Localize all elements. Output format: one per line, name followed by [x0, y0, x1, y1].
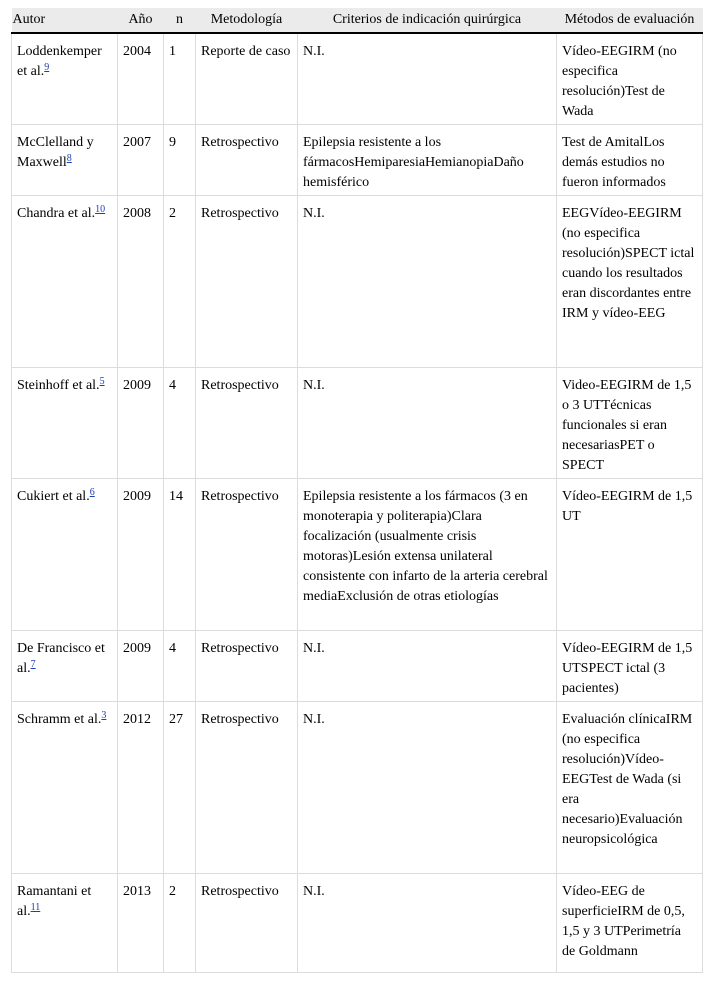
- cell-criterios: N.I.: [298, 33, 557, 125]
- cell-metodos: Evaluación clínicaIRM (no especifica resolución)Vídeo-EEGTest de Wada (si era necesario)Evaluación neuropsicológica: [557, 702, 703, 874]
- cell-n: 4: [164, 368, 196, 479]
- cell-autor: [12, 196, 118, 368]
- author-name: Schramm et al.: [17, 712, 102, 727]
- cell-n: 9: [164, 125, 196, 196]
- header-criterios: Criterios de indicación quirúrgica: [298, 8, 557, 33]
- cell-autor: [12, 702, 118, 874]
- table-row: [12, 702, 703, 874]
- table-row: [12, 196, 703, 368]
- reference-link[interactable]: 9: [44, 62, 50, 73]
- cell-anio: 2007: [118, 125, 164, 196]
- reference-link[interactable]: 11: [30, 902, 41, 913]
- author-name: De Francisco et al.: [17, 641, 105, 676]
- cell-autor: [12, 368, 118, 479]
- table-header: [12, 8, 703, 33]
- header-metodologia: Metodología: [196, 8, 298, 33]
- table-row: [12, 631, 703, 702]
- header-n: n: [164, 8, 196, 33]
- cell-metodologia: Retrospectivo: [196, 874, 298, 973]
- cell-criterios: N.I.: [298, 702, 557, 874]
- header-metodos: Métodos de evaluación: [557, 8, 703, 33]
- cell-metodologia: Retrospectivo: [196, 368, 298, 479]
- cell-metodos: EEGVídeo-EEGIRM (no especifica resolución)SPECT ictal cuando los resultados eran discordantes entre IRM y vídeo-EEG: [557, 196, 703, 368]
- cell-anio: 2013: [118, 874, 164, 973]
- cell-autor: [12, 874, 118, 973]
- header-anio: Año: [118, 8, 164, 33]
- reference-link[interactable]: 3: [101, 710, 107, 721]
- cell-metodos: Vídeo-EEG de superficieIRM de 0,5, 1,5 y 3 UTPerimetría de Goldmann: [557, 874, 703, 973]
- cell-metodos: Vídeo-EEGIRM (no especifica resolución)Test de Wada: [557, 33, 703, 125]
- cell-n: 1: [164, 33, 196, 125]
- header-row: [12, 8, 703, 33]
- cell-n: 27: [164, 702, 196, 874]
- cell-autor: [12, 631, 118, 702]
- cell-anio: 2009: [118, 368, 164, 479]
- header-autor: Autor: [12, 8, 118, 33]
- author-name: Cukiert et al.: [17, 489, 90, 504]
- table-row: [12, 125, 703, 196]
- table-row: [12, 368, 703, 479]
- cell-criterios: N.I.: [298, 874, 557, 973]
- author-name: Steinhoff et al.: [17, 378, 100, 393]
- author-name: Loddenkemper et al.: [17, 44, 102, 79]
- reference-link[interactable]: 10: [95, 204, 106, 215]
- cell-autor: [12, 33, 118, 125]
- cell-metodologia: Retrospectivo: [196, 702, 298, 874]
- cell-criterios: N.I.: [298, 631, 557, 702]
- evaluation-table: [11, 8, 703, 973]
- reference-link[interactable]: 8: [66, 153, 72, 164]
- table-row: [12, 874, 703, 973]
- reference-link[interactable]: 6: [89, 487, 95, 498]
- cell-autor: [12, 479, 118, 631]
- cell-anio: 2012: [118, 702, 164, 874]
- cell-anio: 2004: [118, 33, 164, 125]
- cell-metodologia: Retrospectivo: [196, 125, 298, 196]
- cell-metodos: Test de AmitalLos demás estudios no fueron informados: [557, 125, 703, 196]
- author-name: Ramantani et al.: [17, 884, 92, 919]
- author-name: McClelland y Maxwell: [17, 135, 94, 170]
- cell-autor: [12, 125, 118, 196]
- reference-link[interactable]: 7: [30, 659, 36, 670]
- cell-criterios: N.I.: [298, 368, 557, 479]
- cell-metodologia: Retrospectivo: [196, 196, 298, 368]
- cell-metodologia: Retrospectivo: [196, 631, 298, 702]
- cell-n: 2: [164, 196, 196, 368]
- cell-anio: 2008: [118, 196, 164, 368]
- author-name: Chandra et al.: [17, 206, 96, 221]
- cell-criterios: N.I.: [298, 196, 557, 368]
- table-row: [12, 479, 703, 631]
- cell-criterios: Epilepsia resistente a los fármacos (3 en monoterapia y politerapia)Clara focalización (usualmente crisis motoras)Lesión extensa unilateral consistente con infarto de la arteria cerebral mediaExclusión de otras etiologías: [298, 479, 557, 631]
- cell-anio: 2009: [118, 479, 164, 631]
- cell-n: 14: [164, 479, 196, 631]
- cell-anio: 2009: [118, 631, 164, 702]
- cell-metodologia: Reporte de caso: [196, 33, 298, 125]
- cell-metodos: Vídeo-EEGIRM de 1,5 UT: [557, 479, 703, 631]
- reference-link[interactable]: 5: [99, 376, 105, 387]
- cell-criterios: Epilepsia resistente a los fármacosHemiparesiaHemianopiaDaño hemisférico: [298, 125, 557, 196]
- cell-metodos: Vídeo-EEGIRM de 1,5 UTSPECT ictal (3 pacientes): [557, 631, 703, 702]
- cell-n: 4: [164, 631, 196, 702]
- cell-n: 2: [164, 874, 196, 973]
- cell-metodos: Video-EEGIRM de 1,5 o 3 UTTécnicas funcionales si eran necesariasPET o SPECT: [557, 368, 703, 479]
- table-row: [12, 33, 703, 125]
- cell-metodologia: Retrospectivo: [196, 479, 298, 631]
- table-body: [12, 33, 703, 973]
